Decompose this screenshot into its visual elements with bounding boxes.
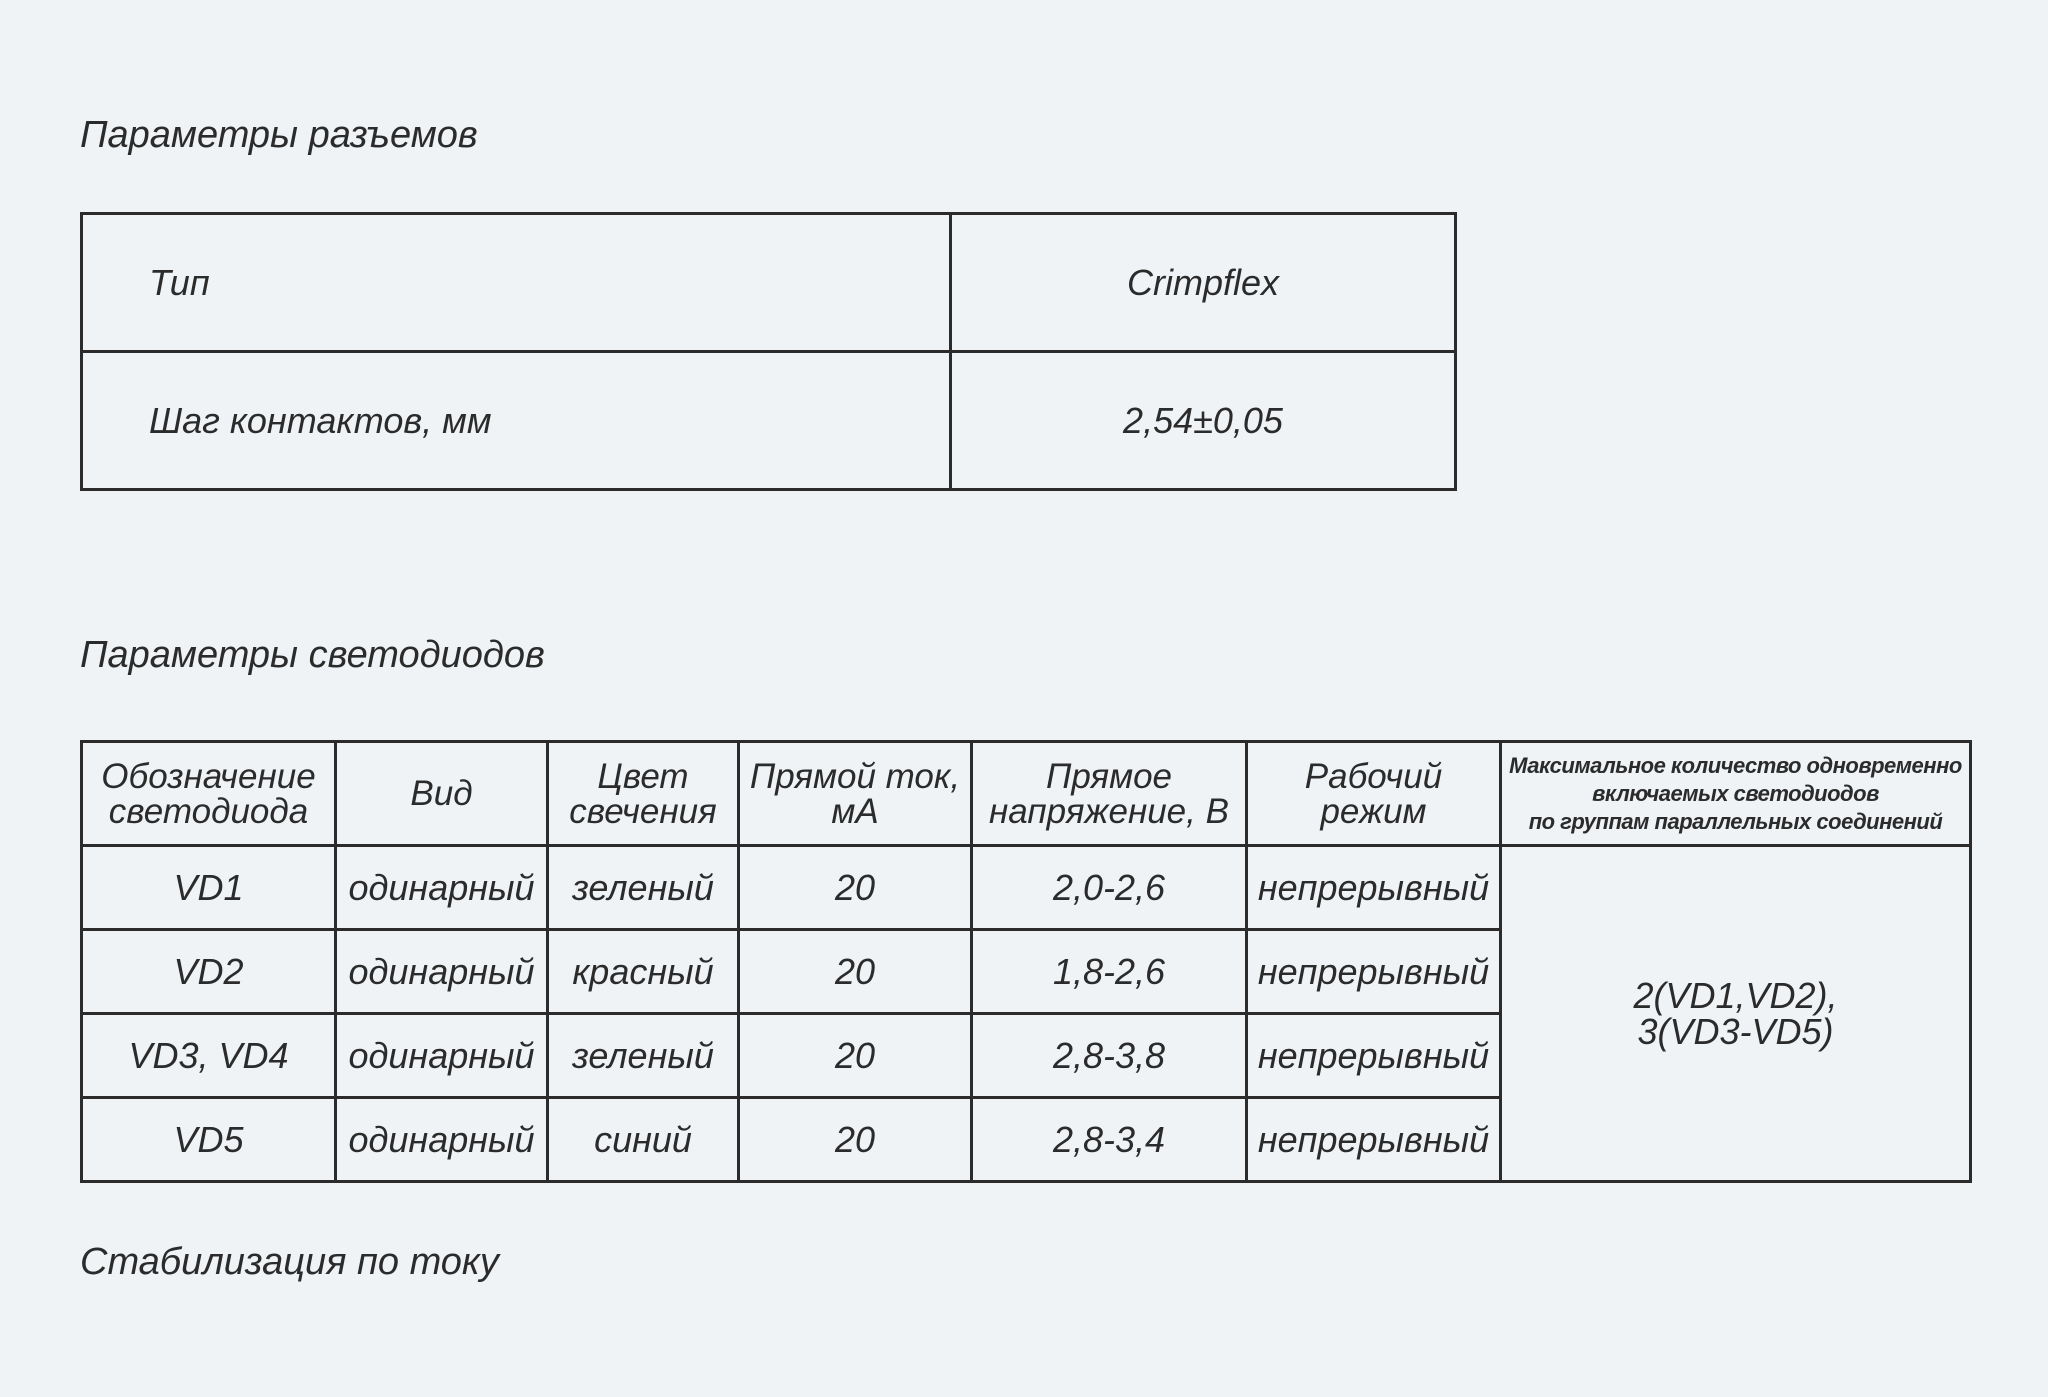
header-max-simultaneous: Максимальное количество одновременно включаемых светодиодов по группам параллельных соединений bbox=[1501, 742, 1971, 846]
led-mode: непрерывный bbox=[1247, 930, 1501, 1014]
table-row bbox=[82, 352, 1456, 490]
led-type: одинарный bbox=[336, 846, 548, 930]
led-designation: VD5 bbox=[82, 1098, 336, 1182]
led-voltage: 2,8-3,4 bbox=[972, 1098, 1247, 1182]
led-type: одинарный bbox=[336, 1014, 548, 1098]
led-color: синий bbox=[548, 1098, 739, 1182]
led-current: 20 bbox=[739, 846, 972, 930]
header-mode: Рабочий режим bbox=[1247, 742, 1501, 846]
connector-type-value: Crimpflex bbox=[951, 214, 1456, 352]
led-voltage: 2,0-2,6 bbox=[972, 846, 1247, 930]
header-current: Прямой ток, мА bbox=[739, 742, 972, 846]
table-row bbox=[82, 214, 1456, 352]
led-color: зеленый bbox=[548, 846, 739, 930]
leds-heading: Параметры светодиодов bbox=[80, 634, 545, 676]
leds-table bbox=[80, 740, 1972, 1183]
led-type: одинарный bbox=[336, 930, 548, 1014]
led-voltage: 2,8-3,8 bbox=[972, 1014, 1247, 1098]
led-mode: непрерывный bbox=[1247, 1014, 1501, 1098]
led-designation: VD3, VD4 bbox=[82, 1014, 336, 1098]
led-designation: VD1 bbox=[82, 846, 336, 930]
led-color: красный bbox=[548, 930, 739, 1014]
connectors-table bbox=[80, 212, 1457, 491]
table-row bbox=[82, 846, 1971, 930]
led-current: 20 bbox=[739, 1098, 972, 1182]
led-voltage: 1,8-2,6 bbox=[972, 930, 1247, 1014]
led-mode: непрерывный bbox=[1247, 846, 1501, 930]
max-simultaneous-value: 2(VD1,VD2), 3(VD3-VD5) bbox=[1501, 846, 1971, 1182]
led-current: 20 bbox=[739, 930, 972, 1014]
header-designation: Обозначение светодиода bbox=[82, 742, 336, 846]
led-color: зеленый bbox=[548, 1014, 739, 1098]
table-header-row bbox=[82, 742, 1971, 846]
stabilization-heading: Стабилизация по току bbox=[80, 1241, 499, 1283]
led-current: 20 bbox=[739, 1014, 972, 1098]
led-mode: непрерывный bbox=[1247, 1098, 1501, 1182]
header-color: Цвет свечения bbox=[548, 742, 739, 846]
connector-type-label: Тип bbox=[82, 214, 951, 352]
header-voltage: Прямое напряжение, В bbox=[972, 742, 1247, 846]
contact-pitch-label: Шаг контактов, мм bbox=[82, 352, 951, 490]
header-type: Вид bbox=[336, 742, 548, 846]
led-type: одинарный bbox=[336, 1098, 548, 1182]
led-designation: VD2 bbox=[82, 930, 336, 1014]
contact-pitch-value: 2,54±0,05 bbox=[951, 352, 1456, 490]
connectors-heading: Параметры разъемов bbox=[80, 114, 478, 156]
